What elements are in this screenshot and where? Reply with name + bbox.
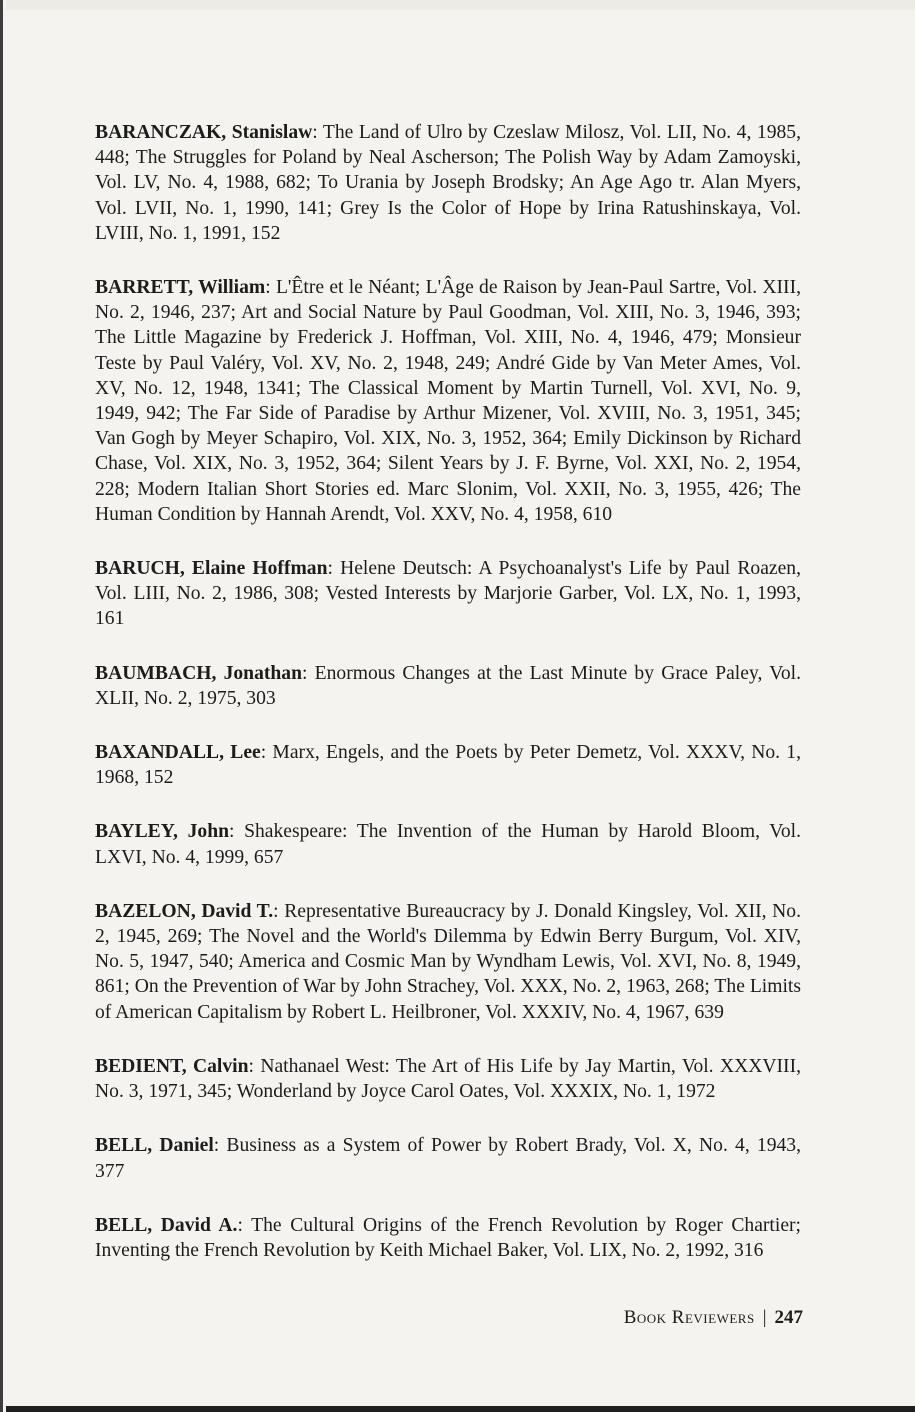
review-list: Helene Deutsch: A Psychoanalyst's Life by Paul Roazen, Vol. LIII, No. 2, 1986, 308; Vested Interests by Marjorie Garber, Vol. LX, No. 1, 1993, 161 <box>95 558 802 630</box>
index-entry-barrett: BARRETT, William: L'Être et le Néant; L'Âge de Raison by Jean-Paul Sartre, Vol. XIII, No. 2, 1946, 237; Art and Social Nature by Paul Goodman, Vol. XIII, No. 3, 1946, 393; The Little Magazine by Frederick J. Hoffman, Vol. XIII, No. 4, 1946, 479; Monsieur Teste by Paul Valéry, Vol. XV, No. 2, 1948, 249; André Gide by Van Meter Ames, Vol. XV, No. 12, 1948, 1341; The Classical Moment by Martin Turnell, Vol. XVI, No. 9, 1949, 942; The Far Side of Paradise by Arthur Mizener, Vol. XVIII, No. 3, 1951, 345; Van Gogh by Meyer Schapiro, Vol. XIX, No. 3, 1952, 364; Emily Dickinson by Richard Chase, Vol. XIX, No. 3, 1952, 364; Silent Years by J. F. Byrne, Vol. XXI, No. 2, 1954, 228; Modern Italian Short Stories ed. Marc Slonim, Vol. XXII, No. 3, 1955, 426; The Human Condition by Hannah Arendt, Vol. XXV, No. 4, 1958, 610 <box>95 277 802 525</box>
page-bottom-edge <box>6 1406 915 1412</box>
reviewer-index <box>95 120 801 1292</box>
reviewer-name: BELL, David A. <box>95 1214 238 1236</box>
index-entry-bell-david: BELL, David A.: The Cultural Origins of the French Revolution by Roger Chartier; Inventing the French Revolution by Keith Michael Baker, Vol. LIX, No. 2, 1992, 316 <box>95 1214 801 1261</box>
review-list: The Cultural Origins of the French Revolution by Roger Chartier; Inventing the French Revolution by Keith Michael Baker, Vol. LIX, No. 2, 1992, 316 <box>95 1214 801 1261</box>
index-entry-bazelon: BAZELON, David T.: Representative Bureaucracy by J. Donald Kingsley, Vol. XII, No. 2, 1945, 269; The Novel and the World's Dilemma by Edwin Berry Burgum, Vol. XIV, No. 5, 1947, 540; America and Cosmic Man by Wyndham Lewis, Vol. XVI, No. 8, 1949, 861; On the Prevention of War by John Strachey, Vol. XXX, No. 2, 1963, 268; The Limits of American Capitalism by Robert L. Heilbroner, Vol. XXXIV, No. 4, 1967, 639 <box>95 900 801 1023</box>
reviewer-name: BEDIENT, Calvin <box>95 1055 249 1077</box>
index-entry-baumbach: BAUMBACH, Jonathan: Enormous Changes at the Last Minute by Grace Paley, Vol. XLII, No. 2, 1975, 303 <box>95 662 801 709</box>
review-list: L'Être et le Néant; L'Âge de Raison by Jean-Paul Sartre, Vol. XIII, No. 2, 1946, 237; Art and Social Nature by Paul Goodman, Vol. XIII, No. 3, 1946, 393; The Little Magazine by Frederick J. Hoffman, Vol. XIII, No. 4, 1946, 479; Monsieur Teste by Paul Valéry, Vol. XV, No. 2, 1948, 249; André Gide by Van Meter Ames, Vol. XV, No. 12, 1948, 1341; The Classical Moment by Martin Turnell, Vol. XVI, No. 9, 1949, 942; The Far Side of Paradise by Arthur Mizener, Vol. XVIII, No. 3, 1951, 345; Van Gogh by Meyer Schapiro, Vol. XIX, No. 3, 1952, 364; Emily Dickinson by Richard Chase, Vol. XIX, No. 3, 1952, 364; Silent Years by J. F. Byrne, Vol. XXI, No. 2, 1954, 228; Modern Italian Short Stories ed. Marc Slonim, Vol. XXII, No. 3, 1955, 426; The Human Condition by Hannah Arendt, Vol. XXV, No. 4, 1958, 610 <box>95 277 802 525</box>
index-entry-baxandall: BAXANDALL, Lee: Marx, Engels, and the Poets by Peter Demetz, Vol. XXXV, No. 1, 1968, 152 <box>95 742 802 789</box>
review-list: Marx, Engels, and the Poets by Peter Demetz, Vol. XXXV, No. 1, 1968, 152 <box>95 742 802 789</box>
page-footer <box>563 1307 803 1329</box>
footer-separator: | <box>762 1307 767 1328</box>
reviewer-name: BARUCH, Elaine Hoffman <box>95 558 328 580</box>
reviewer-name: BAYLEY, John <box>95 821 229 843</box>
review-list: Business as a System of Power by Robert Brady, Vol. X, No. 4, 1943, 377 <box>95 1135 801 1182</box>
index-entry-bayley: BAYLEY, John: Shakespeare: The Invention of the Human by Harold Bloom, Vol. LXVI, No. 4, 1999, 657 <box>95 821 802 868</box>
reviewer-name: BARANCZAK, Stanislaw <box>95 122 313 143</box>
index-entry-bedient: BEDIENT, Calvin: Nathanael West: The Art of His Life by Jay Martin, Vol. XXXVIII, No. 3, 1971, 345; Wonderland by Joyce Carol Oates, Vol. XXXIX, No. 1, 1972 <box>95 1055 801 1103</box>
index-entry-baruch: BARUCH, Elaine Hoffman: Helene Deutsch: A Psychoanalyst's Life by Paul Roazen, Vol. LIII, No. 2, 1986, 308; Vested Interests by Marjorie Garber, Vol. LX, No. 1, 1993, 161 <box>95 558 802 630</box>
page-top-edge <box>6 0 915 10</box>
index-entry-bell-daniel: BELL, Daniel: Business as a System of Power by Robert Brady, Vol. X, No. 4, 1943, 377 <box>95 1135 801 1182</box>
reviewer-name: BAZELON, David T. <box>95 900 274 922</box>
review-list: Enormous Changes at the Last Minute by Grace Paley, Vol. XLII, No. 2, 1975, 303 <box>95 662 801 709</box>
review-list: Representative Bureaucracy by J. Donald Kingsley, Vol. XII, No. 2, 1945, 269; The Novel and the World's Dilemma by Edwin Berry Burgum, Vol. XIV, No. 5, 1947, 540; America and Cosmic Man by Wyndham Lewis, Vol. XVI, No. 8, 1949, 861; On the Prevention of War by John Strachey, Vol. XXX, No. 2, 1963, 268; The Limits of American Capitalism by Robert L. Heilbroner, Vol. XXXIV, No. 4, 1967, 639 <box>95 900 801 1023</box>
review-list: Nathanael West: The Art of His Life by Jay Martin, Vol. XXXVIII, No. 3, 1971, 345; Wonderland by Joyce Carol Oates, Vol. XXXIX, No. 1, 1972 <box>95 1055 801 1103</box>
reviewer-name: BAUMBACH, Jonathan <box>95 662 302 684</box>
reviewer-name: BAXANDALL, Lee <box>95 742 261 764</box>
reviewer-name: BARRETT, William <box>95 277 266 299</box>
page-number: 247 <box>774 1307 803 1328</box>
running-title: Book Reviewers <box>623 1307 755 1328</box>
reviewer-name: BELL, Daniel <box>95 1135 214 1157</box>
review-list: Shakespeare: The Invention of the Human by Harold Bloom, Vol. LXVI, No. 4, 1999, 657 <box>95 821 802 868</box>
review-list: The Land of Ulro by Czeslaw Milosz, Vol. LII, No. 4, 1985, 448; The Struggles for Poland by Neal Ascherson; The Polish Way by Adam Zamoyski, Vol. LV, No. 4, 1988, 682; To Urania by Joseph Brodsky; An Age Ago tr. Alan Myers, Vol. LVII, No. 1, 1990, 141; Grey Is the Color of Hope by Irina Ratushinskaya, Vol. LVIII, No. 1, 1991, 152 <box>95 122 801 244</box>
index-entry-baranczak: BARANCZAK, Stanislaw: The Land of Ulro by Czeslaw Milosz, Vol. LII, No. 4, 1985, 448; The Struggles for Poland by Neal Ascherson; The Polish Way by Adam Zamoyski, Vol. LV, No. 4, 1988, 682; To Urania by Joseph Brodsky; An Age Ago tr. Alan Myers, Vol. LVII, No. 1, 1990, 141; Grey Is the Color of Hope by Irina Ratushinskaya, Vol. LVIII, No. 1, 1991, 152 <box>95 122 801 244</box>
